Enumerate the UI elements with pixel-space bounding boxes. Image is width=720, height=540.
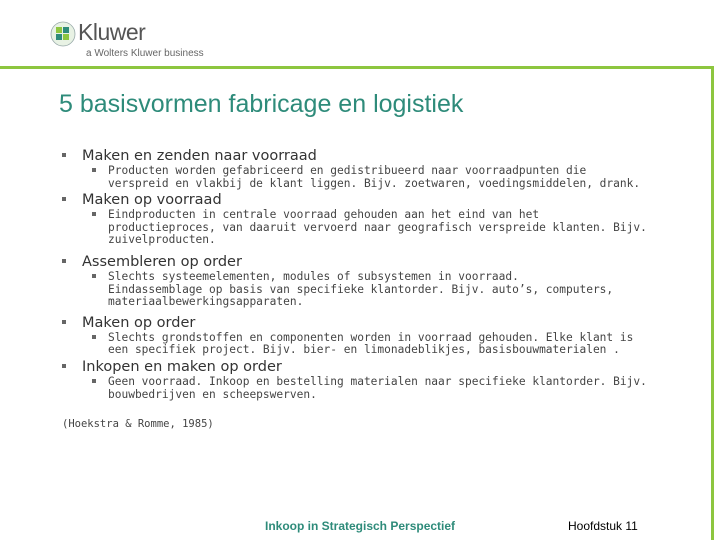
- bullet-heading: [62, 315, 662, 332]
- detail-line: Slechts systeemelementen, modules of subsystemen in voorraad.: [108, 269, 519, 283]
- list-item: [62, 192, 662, 247]
- detail-line: Producten worden gefabriceerd en gedistribueerd naar voorraadpunten die: [108, 164, 587, 177]
- logo-name: Kluwer: [78, 19, 146, 45]
- square-bullet-icon: [92, 212, 96, 216]
- detail-line: Slechts grondstoffen en componenten worden in voorraad gehouden. Elke klant is: [108, 330, 634, 344]
- detail-line: productieproces, van daaruit vervoerd naar geografisch verspreide klanten. Bijv.: [108, 220, 647, 234]
- detail-line: verspreid en vlakbij de klant liggen. Bijv. zoetwaren, voedingsmiddelen, drank.: [108, 176, 641, 190]
- square-bullet-icon: [62, 197, 66, 201]
- detail-line: zuivelproducten.: [108, 233, 216, 247]
- list-item: [62, 315, 662, 357]
- bullet-heading-text: Maken op voorraad: [82, 192, 222, 209]
- citation: (Hoekstra & Romme, 1985): [62, 418, 214, 430]
- square-bullet-icon: [92, 335, 96, 339]
- square-bullet-icon: [92, 274, 96, 278]
- square-bullet-icon: [92, 379, 96, 383]
- detail-line: Eindassemblage op basis van specifieke klantorder. Bijv. auto’s, computers,: [108, 282, 614, 296]
- detail-line: Eindproducten in centrale voorraad gehouden aan het eind van het: [108, 208, 540, 222]
- kluwer-globe-icon: [50, 21, 76, 47]
- logo: [50, 17, 310, 62]
- logo-tagline: a Wolters Kluwer business: [86, 48, 204, 59]
- chapter-label: Hoofdstuk 11: [568, 519, 638, 533]
- list-item: [62, 359, 662, 401]
- bullet-heading-text: Maken op order: [82, 314, 196, 331]
- bullet-heading: [62, 254, 662, 271]
- detail-line: Geen voorraad. Inkoop en bestelling materialen naar specifieke klantorder. Bijv.: [108, 374, 647, 388]
- square-bullet-icon: [62, 320, 66, 324]
- square-bullet-icon: [62, 153, 66, 157]
- slide-title: 5 basisvormen fabricage en logistiek: [59, 90, 464, 118]
- bullet-detail: [89, 271, 662, 309]
- list-item: [62, 254, 662, 309]
- detail-line: bouwbedrijven en scheepswerven.: [108, 387, 317, 401]
- square-bullet-icon: [62, 364, 66, 368]
- detail-line: een specifiek project. Bijv. bier- en limonadeblikjes, basisbouwmaterialen .: [108, 343, 620, 357]
- bullet-list: [62, 148, 662, 403]
- bullet-detail: [89, 165, 662, 190]
- bullet-detail: [89, 376, 662, 401]
- bullet-heading: [62, 192, 662, 209]
- detail-line: materiaalbewerkingsapparaten.: [108, 295, 304, 309]
- bullet-heading-text: Assembleren op order: [82, 253, 242, 270]
- footer-title: Inkoop in Strategisch Perspectief: [265, 519, 456, 533]
- bullet-heading: [62, 359, 662, 376]
- list-item: [62, 148, 662, 190]
- bullet-detail: [89, 209, 662, 247]
- bullet-heading-text: Maken en zenden naar voorraad: [82, 148, 317, 164]
- square-bullet-icon: [92, 168, 96, 172]
- bullet-heading: [62, 148, 662, 165]
- square-bullet-icon: [62, 259, 66, 263]
- bullet-detail: [89, 332, 662, 357]
- bullet-heading-text: Inkopen en maken op order: [82, 358, 282, 375]
